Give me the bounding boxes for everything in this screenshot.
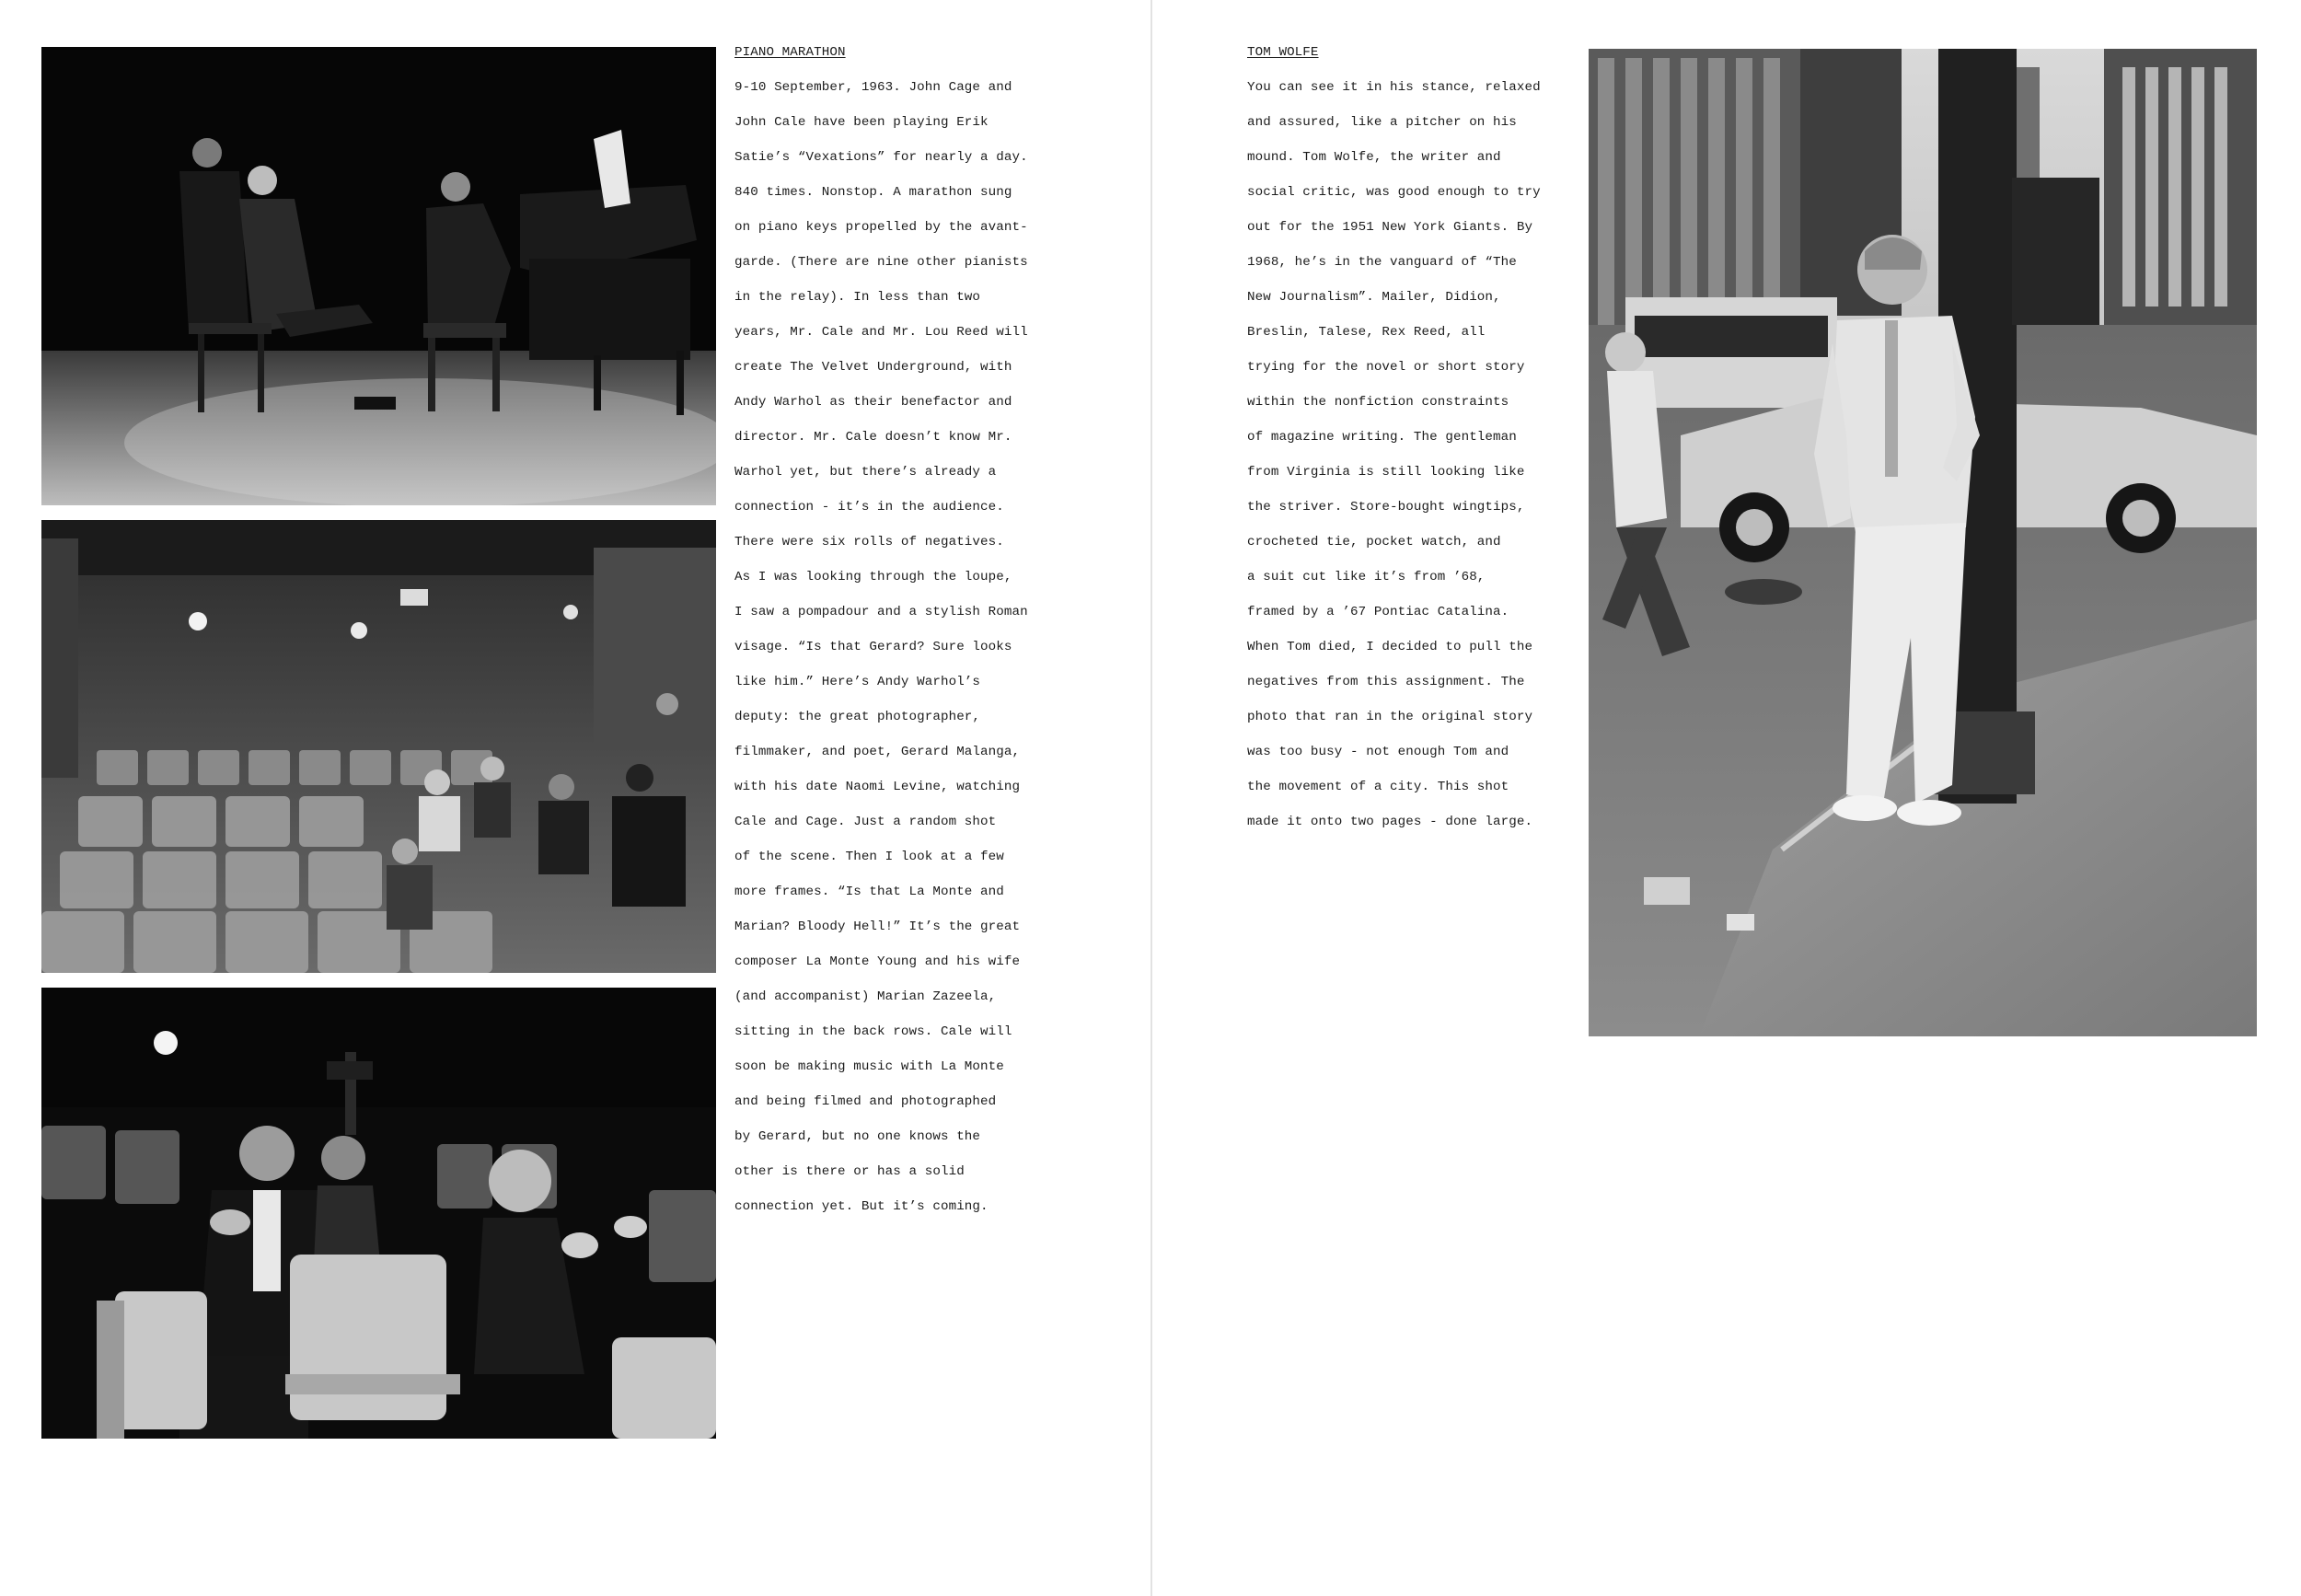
story-line: mound. Tom Wolfe, the writer and — [1247, 150, 1501, 165]
story-line: within the nonfiction constraints — [1247, 395, 1509, 410]
story-piano-marathon — [734, 44, 1084, 1233]
story-line: (and accompanist) Marian Zazeela, — [734, 989, 997, 1004]
story-line: 1968, he’s in the vanguard of “The — [1247, 255, 1517, 270]
story-line: with his date Naomi Levine, watching — [734, 780, 1021, 794]
story-line: Satie’s “Vexations” for nearly a day. — [734, 150, 1028, 165]
story-line: social critic, was good enough to try — [1247, 185, 1541, 200]
story-line: trying for the novel or short story — [1247, 360, 1525, 375]
story-line: deputy: the great photographer, — [734, 710, 981, 724]
story-line: photo that ran in the original story — [1247, 710, 1533, 724]
story-line: a suit cut like it’s from ’68, — [1247, 570, 1486, 584]
story-line: There were six rolls of negatives. — [734, 535, 1004, 549]
story-line: Marian? Bloody Hell!” It’s the great — [734, 919, 1021, 934]
story-line: composer La Monte Young and his wife — [734, 954, 1021, 969]
story-line: of magazine writing. The gentleman — [1247, 430, 1517, 445]
story-line: director. Mr. Cale doesn’t know Mr. — [734, 430, 1012, 445]
story-line: in the relay). In less than two — [734, 290, 981, 305]
story-line: the movement of a city. This shot — [1247, 780, 1509, 794]
story-line: the striver. Store-bought wingtips, — [1247, 500, 1525, 515]
story-line: out for the 1951 New York Giants. By — [1247, 220, 1533, 235]
story-heading: TOM WOLFE — [1247, 45, 1319, 60]
story-line: and assured, like a pitcher on his — [1247, 115, 1517, 130]
story-line: Cale and Cage. Just a random shot — [734, 815, 997, 829]
photo-pianists-on-stage — [41, 47, 716, 505]
story-line: framed by a ’67 Pontiac Catalina. — [1247, 605, 1509, 619]
story-line: create The Velvet Underground, with — [734, 360, 1012, 375]
story-line: like him.” Here’s Andy Warhol’s — [734, 675, 981, 689]
story-line: garde. (There are nine other pianists — [734, 255, 1028, 270]
story-line: John Cale have been playing Erik — [734, 115, 989, 130]
story-body — [734, 62, 1084, 1233]
story-line: was too busy - not enough Tom and — [1247, 745, 1509, 759]
story-line: connection yet. But it’s coming. — [734, 1199, 989, 1214]
story-line: on piano keys propelled by the avant- — [734, 220, 1028, 235]
story-line: 9-10 September, 1963. John Cage and — [734, 80, 1012, 95]
photo-couple-applauding — [41, 988, 716, 1439]
story-line: Breslin, Talese, Rex Reed, all — [1247, 325, 1486, 340]
story-line: Andy Warhol as their benefactor and — [734, 395, 1012, 410]
story-line: When Tom died, I decided to pull the — [1247, 640, 1533, 654]
story-line: visage. “Is that Gerard? Sure looks — [734, 640, 1012, 654]
story-line: years, Mr. Cale and Mr. Lou Reed will — [734, 325, 1028, 340]
story-line: connection - it’s in the audience. — [734, 500, 1004, 515]
story-line: sitting in the back rows. Cale will — [734, 1024, 1012, 1039]
story-line: negatives from this assignment. The — [1247, 675, 1525, 689]
story-heading: PIANO MARATHON — [734, 45, 846, 60]
story-line: crocheted tie, pocket watch, and — [1247, 535, 1501, 549]
story-body — [1247, 62, 1588, 849]
photo-man-in-white-suit-street — [1589, 49, 2257, 1036]
story-line: made it onto two pages - done large. — [1247, 815, 1533, 829]
story-line: more frames. “Is that La Monte and — [734, 885, 1004, 899]
story-line: New Journalism”. Mailer, Didion, — [1247, 290, 1501, 305]
story-line: filmmaker, and poet, Gerard Malanga, — [734, 745, 1021, 759]
photo-theater-audience — [41, 520, 716, 973]
page-gutter — [1150, 0, 1152, 1596]
story-line: As I was looking through the loupe, — [734, 570, 1012, 584]
story-tom-wolfe — [1247, 44, 1588, 849]
story-line: You can see it in his stance, relaxed — [1247, 80, 1541, 95]
story-line: and being filmed and photographed — [734, 1094, 997, 1109]
story-line: other is there or has a solid — [734, 1164, 965, 1179]
story-line: from Virginia is still looking like — [1247, 465, 1525, 480]
story-line: of the scene. Then I look at a few — [734, 850, 1004, 864]
story-line: soon be making music with La Monte — [734, 1059, 1004, 1074]
story-line: I saw a pompadour and a stylish Roman — [734, 605, 1028, 619]
story-line: by Gerard, but no one knows the — [734, 1129, 981, 1144]
story-line: 840 times. Nonstop. A marathon sung — [734, 185, 1012, 200]
story-line: Warhol yet, but there’s already a — [734, 465, 997, 480]
